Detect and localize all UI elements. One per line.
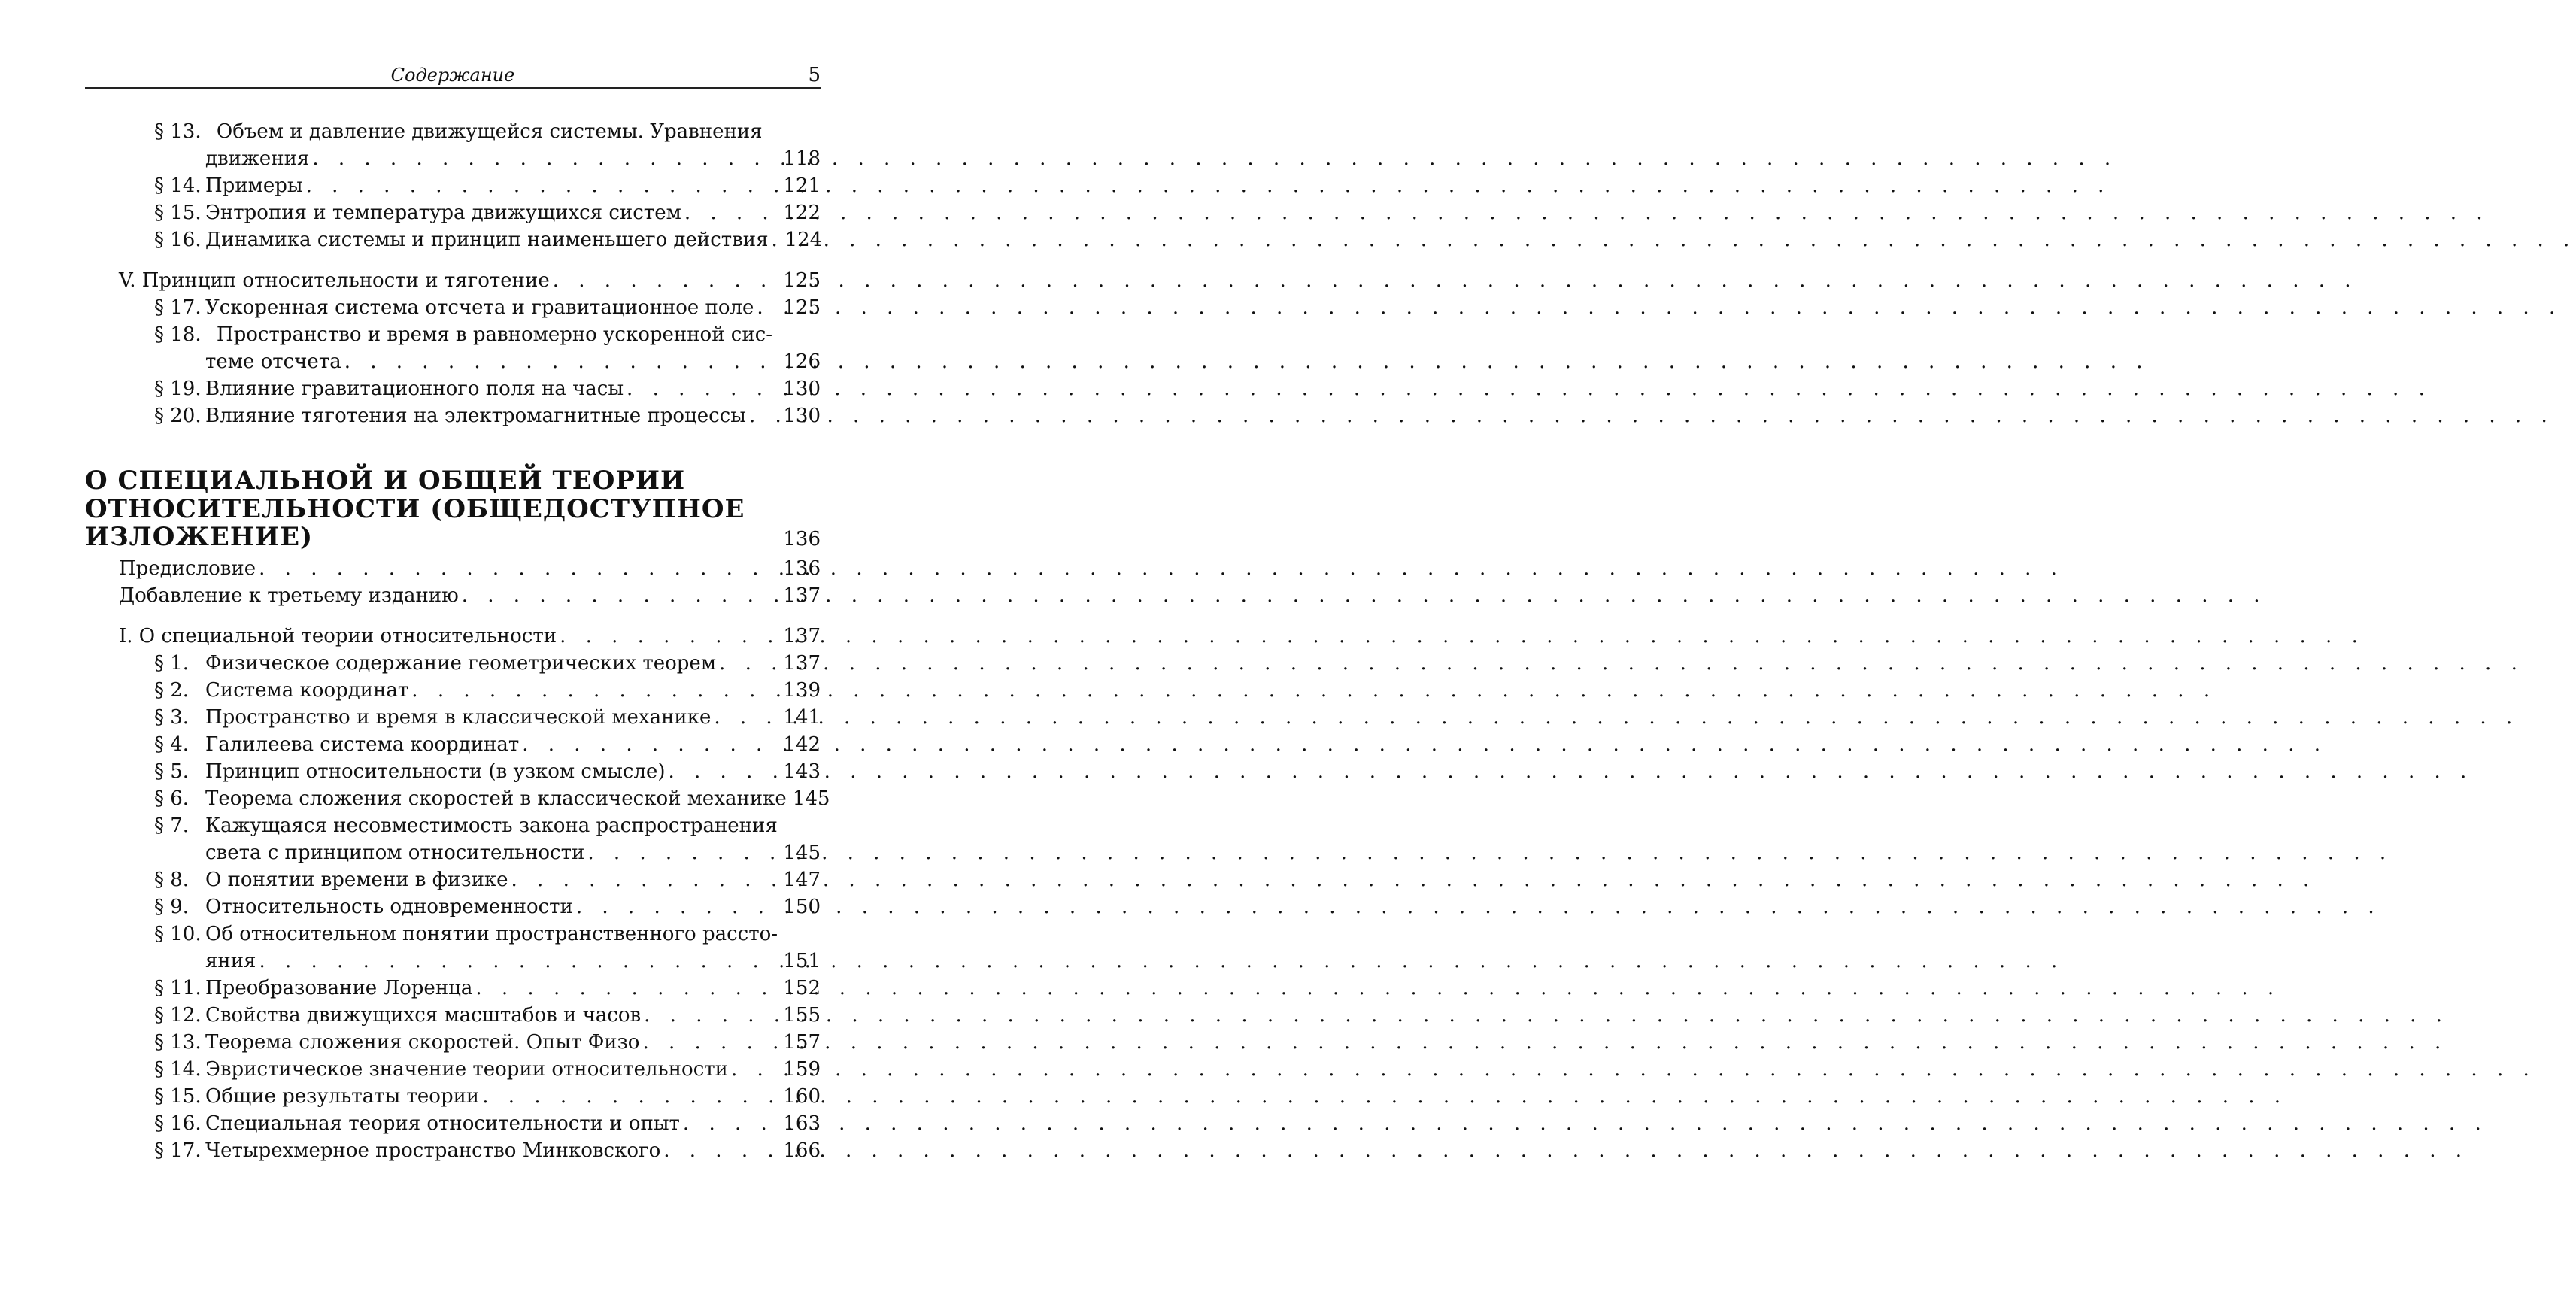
page-ref: 163	[783, 1112, 821, 1135]
section-title: Четырехмерное пространство Минковского	[205, 1139, 661, 1162]
leader-dots	[660, 1137, 783, 1164]
toc-entry-chapter-i[interactable]	[119, 623, 821, 650]
section-number: § 10.	[154, 923, 202, 945]
toc-entry-sec18-line1[interactable]	[154, 321, 772, 348]
section-title: Влияние тяготения на электромагнитные процессы	[205, 405, 746, 427]
section-title: Об относительном понятии пространственного рассто-	[205, 923, 778, 945]
leader-dots	[624, 375, 783, 402]
page-ref: 136	[783, 557, 821, 580]
leader-dots	[666, 758, 784, 785]
running-header	[85, 65, 821, 89]
section-title: Влияние гравитационного поля на часы	[205, 378, 624, 400]
toc-entry-p9[interactable]	[154, 893, 821, 920]
section-number: § 7.	[154, 814, 190, 837]
section-title: О понятии времени в физике	[205, 869, 508, 891]
section-number: § 9.	[154, 896, 190, 918]
toc-entry-preface[interactable]	[119, 555, 821, 582]
toc-entry-part[interactable]	[85, 523, 821, 553]
page-ref: 130	[783, 378, 821, 400]
leader-dots	[508, 866, 784, 893]
toc-entry-sec14[interactable]	[154, 172, 821, 199]
page-ref: 121	[783, 174, 821, 197]
leader-dots	[769, 226, 785, 253]
toc-entry-chapter-v[interactable]	[119, 267, 821, 294]
section-title: Общие результаты теории	[205, 1085, 480, 1108]
toc-entry-p11[interactable]	[154, 975, 821, 1002]
page-ref: 155	[783, 1004, 821, 1027]
section-title: Кажущаяся несовместимость закона распространения	[205, 814, 778, 837]
chapter-title: I. О специальной теории относительности	[119, 625, 557, 648]
toc-entry-p7-line1[interactable]	[154, 812, 778, 839]
part-title-line2[interactable]: ОТНОСИТЕЛЬНОСТИ (ОБЩЕДОСТУПНОЕ	[85, 494, 745, 524]
section-number: § 13.	[154, 120, 202, 143]
section-title: Объем и давление движущейся системы. Уравнения	[216, 120, 763, 143]
running-header-title: Содержание	[390, 65, 515, 86]
page-ref: 122	[783, 202, 821, 224]
leader-dots	[584, 839, 783, 866]
section-number: § 13.	[154, 1031, 202, 1054]
section-number: § 1.	[154, 652, 190, 675]
page-ref: 130	[783, 405, 821, 427]
page-ref: 160	[783, 1085, 821, 1108]
leader-dots	[641, 1002, 783, 1029]
page-ref: 159	[783, 1058, 821, 1081]
page-ref: 166	[783, 1139, 821, 1162]
leader-dots	[303, 172, 784, 199]
section-number: § 18.	[154, 323, 202, 346]
section-number: § 17.	[154, 296, 202, 319]
toc-entry-sec20[interactable]	[154, 402, 821, 429]
leader-dots	[459, 582, 784, 609]
section-title: Пространство и время в классической механике	[205, 706, 712, 729]
page-ref: 147	[783, 869, 821, 891]
leader-dots	[479, 1083, 783, 1110]
leader-dots	[557, 623, 783, 650]
leader-dots	[680, 1110, 783, 1137]
page-ref: 137	[783, 625, 821, 648]
section-title: Теорема сложения скоростей. Опыт Физо	[205, 1031, 640, 1054]
toc-entry-p5[interactable]	[154, 758, 821, 785]
section-title: Примеры	[205, 174, 303, 197]
toc-entry-p2[interactable]	[154, 677, 821, 704]
leader-dots	[746, 402, 783, 429]
toc-entry-p10-line1[interactable]	[154, 920, 778, 948]
preface-title: Предисловие	[119, 557, 256, 580]
page-ref: 136	[783, 528, 821, 550]
chapter-title: V. Принцип относительности и тяготение	[119, 269, 550, 292]
section-number: § 16.	[154, 229, 202, 251]
section-title: Свойства движущихся масштабов и часов	[205, 1004, 642, 1027]
toc-entry-p3[interactable]	[154, 704, 821, 731]
toc-entry-p16[interactable]	[154, 1110, 821, 1137]
page-ref: 126	[783, 350, 821, 373]
section-number: § 17.	[154, 1139, 202, 1162]
section-number: § 4.	[154, 733, 190, 756]
section-title: Специальная теория относительности и опыт	[205, 1112, 680, 1135]
section-title: Ускоренная система отсчета и гравитационное поле	[205, 296, 754, 319]
leader-dots	[754, 294, 783, 321]
toc-entry-sec15[interactable]	[154, 199, 821, 226]
page-number: 5	[808, 64, 821, 86]
leader-dots	[256, 948, 783, 975]
section-title: Принцип относительности (в узком смысле)	[205, 760, 666, 783]
leader-dots	[519, 731, 783, 758]
page-ref: 141	[783, 706, 821, 729]
toc-entry-p15[interactable]	[154, 1083, 821, 1110]
page-ref: 142	[783, 733, 821, 756]
leader-dots	[256, 555, 783, 582]
toc-entry-p13[interactable]	[154, 1029, 821, 1056]
leader-dots	[472, 975, 783, 1002]
section-title: Энтропия и температура движущихся систем	[205, 202, 681, 224]
section-title-cont: света с принципом относительности	[205, 842, 585, 864]
section-number: § 8.	[154, 869, 190, 891]
section-number: § 3.	[154, 706, 190, 729]
toc-entry-p17[interactable]	[154, 1137, 821, 1164]
addition-title: Добавление к третьему изданию	[119, 584, 459, 607]
section-title: Преобразование Лоренца	[205, 977, 473, 999]
toc-entry-p4[interactable]	[154, 731, 821, 758]
leader-dots	[728, 1056, 783, 1083]
toc-entry-p12[interactable]	[154, 1002, 821, 1029]
page-ref: 125	[783, 296, 821, 319]
page-ref: 139	[783, 679, 821, 702]
page-ref: 143	[783, 760, 821, 783]
leader-dots	[711, 704, 783, 731]
toc-entry-sec16[interactable]	[154, 226, 821, 253]
section-title: Физическое содержание геометрических теорем	[205, 652, 717, 675]
page-ref: 152	[783, 977, 821, 999]
page-ref: 137	[783, 652, 821, 675]
page-ref: 118	[783, 147, 821, 170]
toc-entry-sec13-line1[interactable]	[154, 118, 763, 145]
page-ref: 137	[783, 584, 821, 607]
section-number: § 16.	[154, 1112, 202, 1135]
leader-dots	[639, 1029, 783, 1056]
section-title: Галилеева система координат	[205, 733, 520, 756]
part-title-line3: ИЗЛОЖЕНИЕ)	[85, 522, 314, 552]
leader-dots	[550, 267, 784, 294]
section-title: Динамика системы и принцип наименьшего действия	[205, 229, 769, 251]
section-number: § 5.	[154, 760, 190, 783]
page-ref: 157	[783, 1031, 821, 1054]
section-number: § 20.	[154, 405, 202, 427]
leader-dots	[681, 199, 784, 226]
section-number: § 6.	[154, 787, 190, 810]
section-number: § 15.	[154, 202, 202, 224]
page-ref: 124	[784, 229, 823, 251]
section-title: Эвристическое значение теории относительности	[205, 1058, 728, 1081]
section-title: Система координат	[205, 679, 409, 702]
toc-entry-p6[interactable]	[154, 785, 830, 812]
section-number: § 14.	[154, 1058, 202, 1081]
toc-entry-p8[interactable]	[154, 866, 821, 893]
leader-dots	[716, 650, 783, 677]
section-number: § 15.	[154, 1085, 202, 1108]
page-ref: 145	[792, 787, 830, 810]
toc-entry-sec18-line2[interactable]	[205, 348, 821, 375]
leader-dots	[573, 893, 783, 920]
section-title: Пространство и время в равномерно ускоренной сис-	[216, 323, 773, 346]
leader-dots	[309, 145, 783, 172]
leader-dots	[341, 348, 784, 375]
section-title: Теорема сложения скоростей в классической механике	[205, 787, 787, 810]
section-title: Относительность одновременности	[205, 896, 573, 918]
toc-entry-addition[interactable]	[119, 582, 821, 609]
section-number: § 12.	[154, 1004, 202, 1027]
page-ref: 145	[783, 842, 821, 864]
section-number: § 11.	[154, 977, 202, 999]
book-page	[0, 0, 903, 1289]
part-title-line1[interactable]: О СПЕЦИАЛЬНОЙ И ОБЩЕЙ ТЕОРИИ	[85, 466, 686, 496]
section-number: § 19.	[154, 378, 202, 400]
section-number: § 14.	[154, 174, 202, 197]
toc-entry-sec19[interactable]	[154, 375, 821, 402]
toc-entry-p14[interactable]	[154, 1056, 821, 1083]
toc-entry-p1[interactable]	[154, 650, 821, 677]
section-title-cont: яния	[205, 950, 256, 972]
section-title-cont: движения	[205, 147, 310, 170]
page-ref: 125	[783, 269, 821, 292]
section-title-cont: теме отсчета	[205, 350, 341, 373]
toc-entry-p10-line2[interactable]	[205, 948, 821, 975]
toc-entry-sec17[interactable]	[154, 294, 821, 321]
toc-entry-p7-line2[interactable]	[205, 839, 821, 866]
toc-entry-sec13-line2[interactable]	[205, 145, 821, 172]
leader-dots	[408, 677, 783, 704]
section-number: § 2.	[154, 679, 190, 702]
page-ref: 151	[783, 950, 821, 972]
page-ref: 150	[783, 896, 821, 918]
